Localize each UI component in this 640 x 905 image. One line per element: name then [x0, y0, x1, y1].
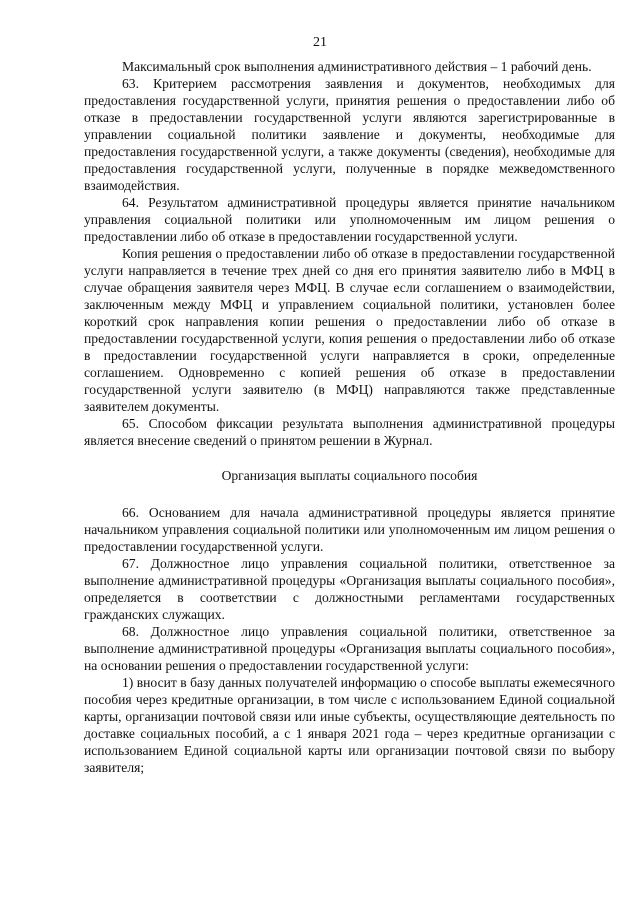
document-body	[84, 58, 615, 776]
paragraph-63: 63. Критерием рассмотрения заявления и документов, необходимых для предоставления государственной услуги, принятия решения о предоставлении либо об отказе в предоставлении государственной услуги являются зарегистрированные в управлении социальной политики заявление и документы, необходимые для предоставления государственной услуги, а также документы (сведения), необходимые для предоставления государственной услуги, полученные в порядке межведомственного взаимодействия.	[84, 76, 615, 193]
page-number: 21	[313, 35, 327, 50]
paragraph-65: 65. Способом фиксации результата выполнения административной процедуры является внесение сведений о принятом решении в Журнал.	[84, 416, 615, 448]
paragraph-68-item-1: 1) вносит в базу данных получателей информацию о способе выплаты ежемесячного пособия через кредитные организации, в том числе с использованием Единой социальной карты, организации почтовой связи или иные субъекты, осуществляющие деятельность по доставке социальных пособий, а с 1 января 2021 года – через кредитные организации с использованием Единой социальной карты или организации почтовой связи по выбору заявителя;	[84, 675, 615, 775]
paragraph-66: 66. Основанием для начала административной процедуры является принятие начальником управления социальной политики или уполномоченным им лицом решения о предоставлении государственной услуги.	[84, 505, 615, 554]
paragraph-67: 67. Должностное лицо управления социальной политики, ответственное за выполнение административной процедуры «Организация выплаты социального пособия», определяется в соответствии с должностными регламентами государственных гражданских служащих.	[84, 556, 615, 622]
paragraph-max-duration: Максимальный срок выполнения административного действия – 1 рабочий день.	[122, 59, 592, 74]
section-heading: Организация выплаты социального пособия	[221, 468, 478, 483]
paragraph-68: 68. Должностное лицо управления социальной политики, ответственное за выполнение административной процедуры «Организация выплаты социального пособия», на основании решения о предоставлении государственной услуги:	[84, 624, 615, 673]
paragraph-decision-copy: Копия решения о предоставлении либо об отказе в предоставлении государственной услуги направляется в течение трех дней со дня его принятия заявителю либо в МФЦ в случае обращения заявителя через МФЦ. В случае если соглашением о взаимодействии, заключенным между МФЦ и управлением социальной политики, установлен более короткий срок направления копии решения о предоставлении либо об отказе в предоставлении государственной услуги, копия решения о предоставлении либо об отказе в предоставлении государственной услуги направляется в сроки, определенные соглашением. Одновременно с копией решения об отказе в предоставлении государственной услуги заявителю (в МФЦ) направляются также представленные заявителем документы.	[84, 246, 615, 414]
paragraph-64: 64. Результатом административной процедуры является принятие начальником управления социальной политики или уполномоченным им лицом решения о предоставлении либо об отказе в предоставлении государственной услуги.	[84, 195, 615, 244]
